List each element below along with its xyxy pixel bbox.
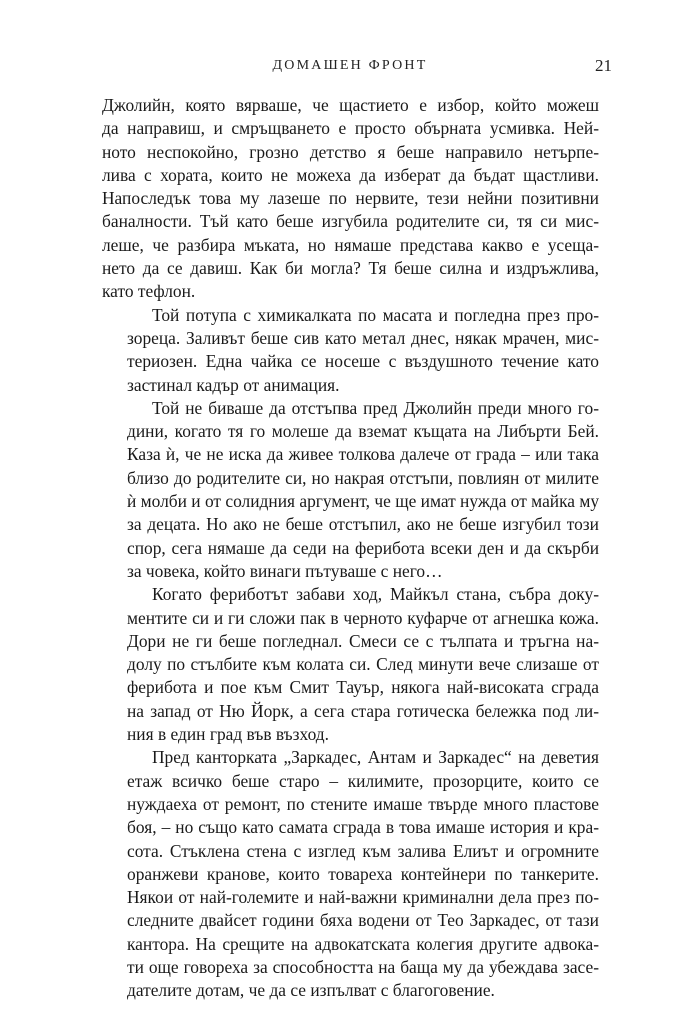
text-line: баналности. Тъй като беше изгубила родителите си, тя си мис- — [102, 211, 599, 232]
text-line: лива с хората, които не можеха да изберат да бъдат щастливи. — [102, 164, 599, 185]
running-header — [0, 56, 700, 80]
text-line: нето да се давиш. Как би могла? Тя беше силна и издръжлива, — [102, 258, 599, 279]
text-line: ментите си и ги сложи пак в черното куфарче от агнешка кожа. — [127, 607, 599, 628]
text-line: следните двайсет години бяха водени от Тео Заркадес, от тази — [127, 910, 599, 931]
text-line: Дори не ги беше погледнал. Смеси се с тълпата и тръгна на- — [127, 630, 599, 651]
text-line: ферибота и пое към Смит Тауър, някога най-високата сграда — [127, 677, 599, 698]
text-line: оранжеви кранове, които товареха контейнери по танкерите. — [127, 863, 599, 884]
text-line: за децата. Но ако не беше отстъпил, ако не беше изгубил този — [127, 514, 599, 535]
text-line: застинал кадър от анимация. — [127, 374, 340, 395]
body-text — [102, 94, 599, 1003]
paragraph — [102, 304, 599, 397]
paragraph — [102, 746, 599, 1002]
text-line: ти още говореха за способността на баща му да убеждава засе- — [127, 956, 599, 977]
text-line: ното неспокойно, грозно детство я беше направило нетърпе- — [102, 141, 599, 162]
text-line: Пред канторката „Заркадес, Антам и Заркадес“ на деветия — [152, 747, 599, 768]
text-line: долу по стълбите към колата си. След минути вече слизаше от — [127, 654, 599, 675]
paragraph — [102, 94, 599, 304]
text-line: дини, когато тя го молеше да вземат къщата на Либърти Бей. — [127, 421, 599, 442]
text-line: Той не биваше да отстъпва пред Джолийн преди много го- — [152, 397, 599, 418]
text-line: сота. Стъклена стена с изглед към залива Елиът и огромните — [127, 840, 599, 861]
running-title: ДОМАШЕН ФРОНТ — [272, 58, 428, 73]
text-line: Напоследък това му лазеше по нервите, тези нейни позитивни — [102, 188, 599, 209]
text-line: за човека, който винаги пътуваше с него… — [127, 560, 443, 581]
text-line: ния в един град във възход. — [127, 724, 329, 745]
text-line: дателите дотам, че да се изпълват с благоговение. — [127, 980, 495, 1001]
text-line: етаж всичко беше старо – килимите, прозорците, които се — [127, 770, 599, 791]
text-line: близо до родителите си, но накрая отстъпи, повлиян от милите — [127, 467, 599, 488]
text-line: боя, – но също като самата сграда в това имаше история и кра- — [127, 817, 599, 838]
text-line: като тефлон. — [102, 281, 196, 302]
text-line: Каза ѝ, че не иска да живее толкова далече от града – или така — [127, 444, 599, 465]
text-line: Джолийн, която вярваше, че щастието е избор, който можеш — [102, 95, 599, 115]
page-number: 21 — [595, 56, 612, 75]
text-line: на запад от Ню Йорк, а сега стара готическа бележка под ли- — [127, 700, 599, 721]
text-line: нуждаеха от ремонт, по стените имаше твърде много пластове — [127, 793, 599, 814]
text-line: Той потупа с химикалката по масата и погледна през про- — [152, 304, 599, 325]
paragraph — [102, 397, 599, 583]
text-line: кантора. На срещите на адвокатската колегия другите адвока- — [127, 933, 599, 954]
text-line: Когато фериботът забави ход, Майкъл стана, събра доку- — [152, 584, 599, 605]
text-line: териозен. Една чайка се носеше с въздушното течение като — [127, 351, 599, 372]
text-line: спор, сега нямаше да седи на ферибота всеки ден и да скърби — [127, 537, 599, 558]
text-line: Някои от най-големите и най-важни криминални дела през по- — [127, 887, 599, 908]
paragraph — [102, 583, 599, 746]
text-line: леше, че разбира мъката, но нямаше представа какво е усеща- — [102, 234, 599, 255]
text-line: да направиш, и смръщването е просто обърната усмивка. Ней- — [102, 118, 599, 139]
text-line: зореца. Заливът беше сив като метал днес, някак мрачен, мис- — [127, 327, 599, 348]
text-line: ѝ молби и от солидния аргумент, че ще имат нужда от майка му — [127, 491, 600, 512]
